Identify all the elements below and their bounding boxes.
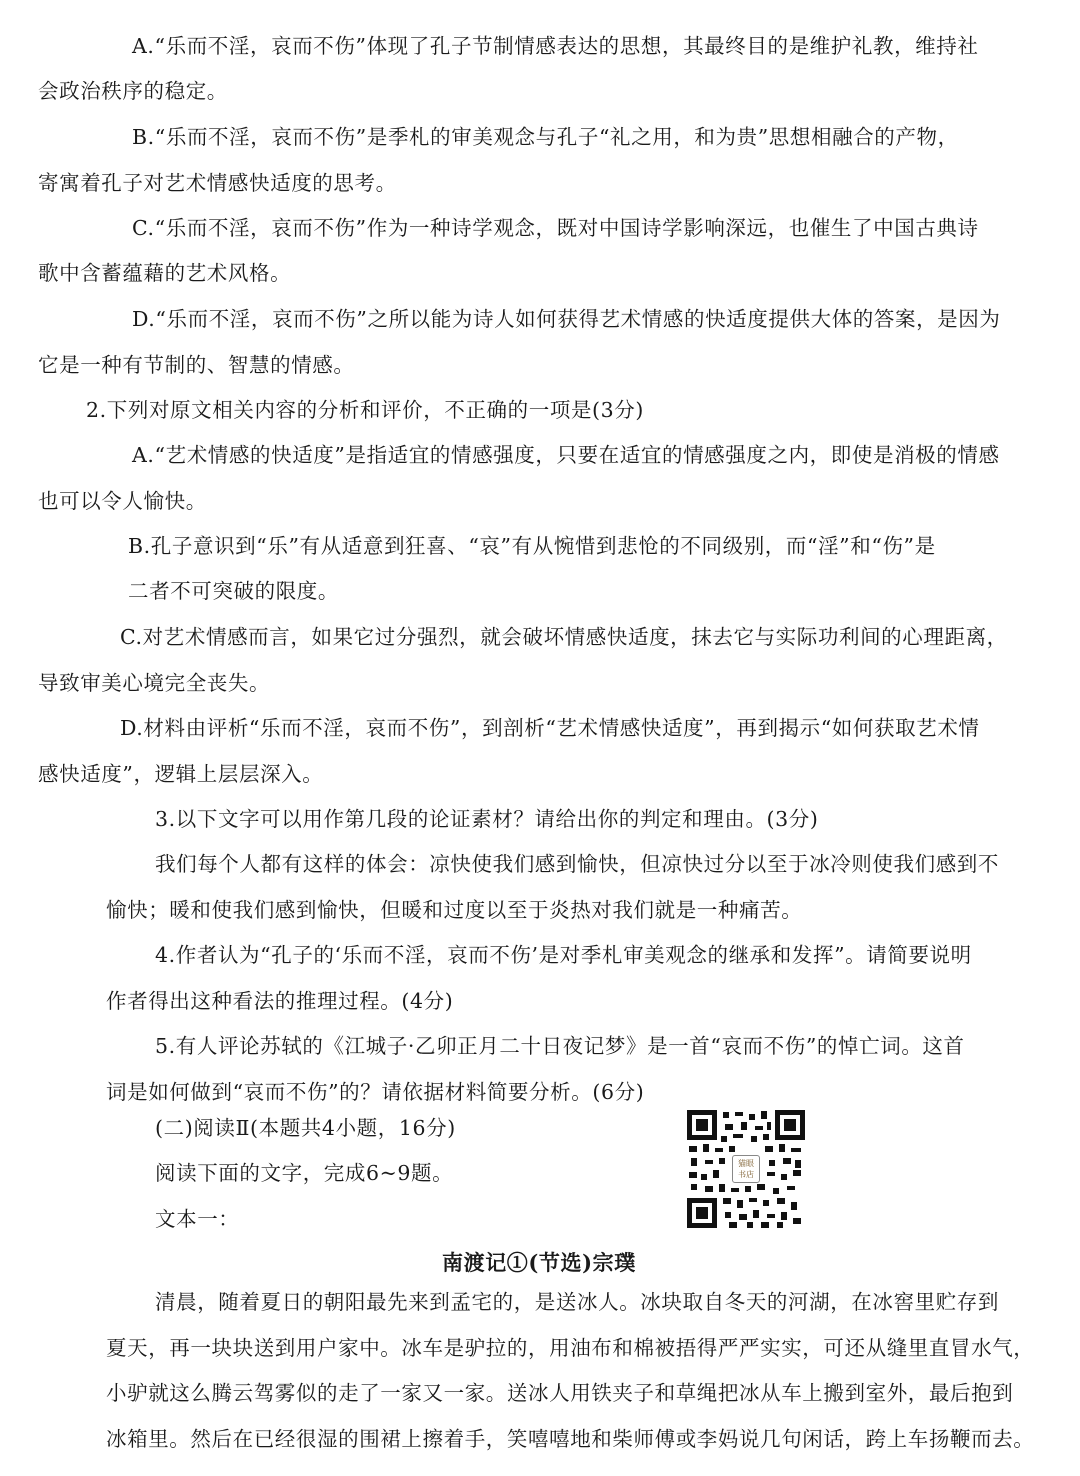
q5-line2: 词是如何做到“哀而不伤”的？请依据材料简要分析。(6分) [106, 1080, 645, 1104]
article-p1-line2: 夏天，再一块块送到用户家中。冰车是驴拉的，用油布和棉被捂得严严实实，可还从缝里直冒水气， [106, 1336, 1035, 1360]
qr-center-text-1: 猫眼 [738, 1159, 754, 1168]
q1-option-c-line1: C.“乐而不淫，哀而不伤”作为一种诗学观念，既对中国诗学影响深远，也催生了中国古典诗 [132, 216, 979, 240]
qr-code [685, 1108, 807, 1230]
q2-option-a-line1: A.“艺术情感的快适度”是指适宜的情感强度，只要在适宜的情感强度之内，即使是消极的情感 [132, 443, 1000, 467]
q2-option-c-line2: 导致审美心境完全丧失。 [38, 671, 271, 695]
article-p1-line3: 小驴就这么腾云驾雾似的走了一家又一家。送冰人用铁夹子和草绳把冰从车上搬到室外，最后抱到 [106, 1381, 1014, 1405]
q3-material-line2: 愉快；暖和使我们感到愉快，但暖和过度以至于炎热对我们就是一种痛苦。 [106, 898, 803, 922]
q2-option-b-line2: 二者不可突破的限度。 [128, 579, 339, 603]
q2-option-c-line1: C.对艺术情感而言，如果它过分强烈，就会破坏情感快适度，抹去它与实际功利间的心理距离， [120, 625, 1008, 649]
qr-center-text-2: 书店 [738, 1170, 754, 1179]
q3-material-line1: 我们每个人都有这样的体会：凉快使我们感到愉快，但凉快过分以至于冰冷则使我们感到不 [155, 852, 999, 876]
q2-option-d-line2: 感快适度”，逻辑上层层深入。 [38, 762, 324, 786]
q5-line1: 5.有人评论苏轼的《江城子·乙卯正月二十日夜记梦》是一首“哀而不伤”的悼亡词。这首 [155, 1034, 965, 1058]
q2-option-d-line1: D.材料由评析“乐而不淫，哀而不伤”，到剖析“艺术情感快适度”，再到揭示“如何获取艺术情 [120, 716, 980, 740]
q1-option-a-line1: A.“乐而不淫，哀而不伤”体现了孔子节制情感表达的思想，其最终目的是维护礼教，维持社 [132, 34, 979, 58]
q4-line1: 4.作者认为“孔子的‘乐而不淫，哀而不伤’是对季札审美观念的继承和发挥”。请简要说明 [155, 943, 972, 967]
q3-stem: 3.以下文字可以用作第几段的论证素材？请给出你的判定和理由。(3分) [155, 807, 819, 831]
q4-line2: 作者得出这种看法的推理过程。(4分) [106, 989, 454, 1013]
article-p1-line4: 冰箱里。然后在已经很湿的围裙上擦着手，笑嘻嘻地和柴师傅或李妈说几句闲话，跨上车扬鞭而去。 [106, 1427, 1035, 1451]
q1-option-b-line2: 寄寓着孔子对艺术情感快适度的思考。 [38, 171, 397, 195]
text-one-label: 文本一： [155, 1207, 240, 1231]
q2-option-a-line2: 也可以令人愉快。 [38, 489, 207, 513]
article-p1-line1: 清晨，随着夏日的朝阳最先来到孟宅的，是送冰人。冰块取自冬天的河湖，在冰窖里贮存到 [155, 1290, 999, 1314]
q1-option-c-line2: 歌中含蓄蕴藉的艺术风格。 [38, 261, 292, 285]
q1-option-d-line1: D.“乐而不淫，哀而不伤”之所以能为诗人如何获得艺术情感的快适度提供大体的答案，是因为 [132, 307, 1001, 331]
qr-center-logo [732, 1155, 760, 1183]
q1-option-a-line2: 会政治秩序的稳定。 [38, 79, 228, 103]
section2-instruction: 阅读下面的文字，完成6~9题。 [155, 1161, 454, 1185]
q1-option-b-line1: B.“乐而不淫，哀而不伤”是季札的审美观念与孔子“礼之用，和为贵”思想相融合的产物， [132, 125, 959, 149]
section2-heading: (二)阅读Ⅱ(本题共4小题，16分) [155, 1116, 456, 1140]
article-title: 南渡记①(节选)宗璞 [442, 1250, 636, 1275]
q2-option-b-line1: B.孔子意识到“乐”有从适意到狂喜、“哀”有从惋惜到悲怆的不同级别，而“淫”和“伤”是 [128, 534, 936, 558]
q2-stem: 2.下列对原文相关内容的分析和评价，不正确的一项是(3分) [86, 398, 644, 422]
q1-option-d-line2: 它是一种有节制的、智慧的情感。 [38, 353, 355, 377]
